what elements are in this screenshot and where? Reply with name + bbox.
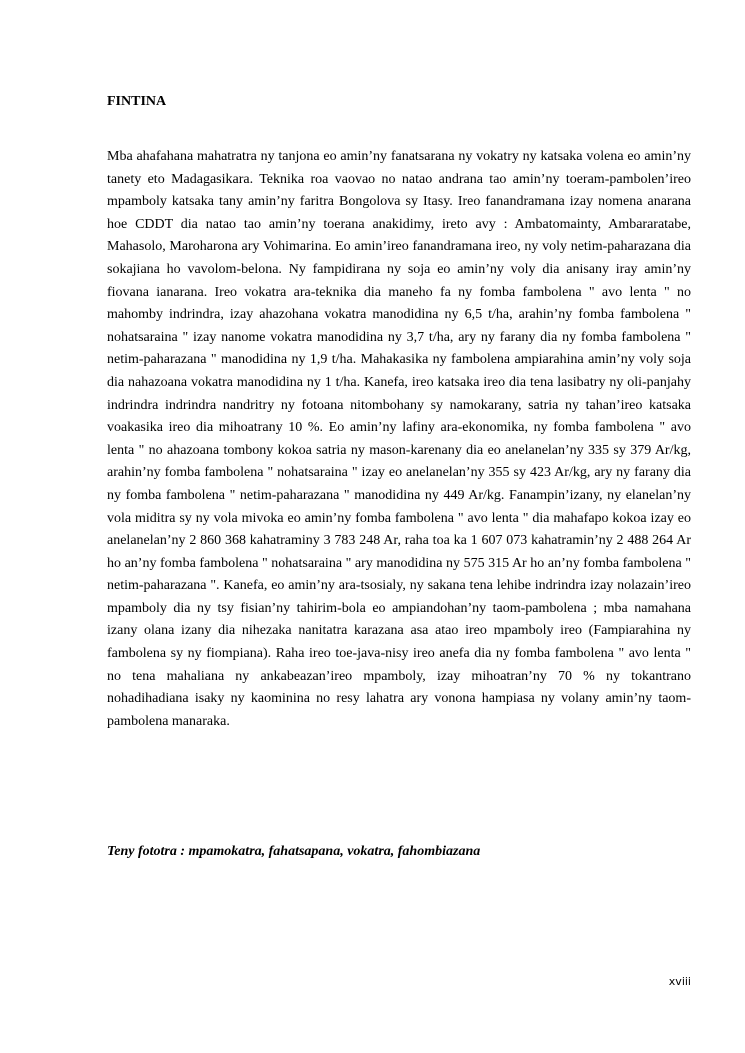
page-number: xviii xyxy=(668,975,691,988)
keywords-line: Teny fototra : mpamokatra, fahatsapana, vokatra, fahombiazana xyxy=(107,844,481,859)
section-heading: FINTINA xyxy=(107,94,167,109)
abstract-paragraph: Mba ahafahana mahatratra ny tanjona eo amin’ny fanatsarana ny vokatry ny katsaka volena eo amin’ny tanety eto Madagasikara. Teknika roa vaovao no natao andrana tao amin’ny toeram-pambolen’ireo mpamboly katsaka tany amin’ny faritra Bongolova sy Itasy. Ireo fanandramana izay nomena anarana hoe CDDT dia natao tao amin’ny toerana anakidimy, ireto avy : Ambatomainty, Ambararatabe, Mahasolo, Maroharona ary Vohimarina. Eo amin’ireo fanandramana ireo, ny voly netim-paharazana dia sokajiana ho vavolom-belona. Ny fampidirana ny soja eo amin’ny voly dia anisany iray amin’ny fiovana ianarana. Ireo vokatra ara-teknika dia maneho fa ny fomba fambolena " avo lenta " no mahomby indrindra, izay ahazohana vokatra manodidina ny 6,5 t/ha, arahin’ny fomba fambolena " nohatsaraina " izay nanome vokatra manodidina ny 3,7 t/ha, ary ny farany dia ny fomba fambolena " netim-paharazana " manodidina ny 1,9 t/ha. Mahakasika ny fambolena ampiarahina amin’ny voly soja dia nahazoana vokatra manodidina ny 1 t/ha. Kanefa, ireo katsaka ireo dia tena lasibatry ny oli-panjahy indrindra indrindra nandritry ny fotoana nitombohany sy namokarany, satria ny tahan’ireo katsaka voakasika ireo dia mihoatrany 10 %. Eo amin’ny lafiny ara-ekonomika, ny fomba fambolena " avo lenta " no ahazoana tombony kokoa satria ny mason-karenany dia eo anelanelan’ny 335 sy 379 Ar/kg, arahin’ny fomba fambolena " nohatsaraina " izay eo anelanelan’ny 355 sy 423 Ar/kg, ary ny farany dia ny fomba fambolena " netim-paharazana " manodidina ny 449 Ar/kg. Fanampin’izany, ny elanelan’ny vola miditra sy ny vola mivoka eo amin’ny fomba fambolena " avo lenta " dia mahafapo kokoa izay eo anelanelan’ny 2 860 368 kahatraminy 3 783 248 Ar, raha toa ka 1 607 073 kahatramin’ny 2 488 264 Ar ho an’ny fomba fambolena " nohatsaraina " ary manodidina ny 575 315 Ar ho an’ny fomba fambolena " netim-paharazana ". Kanefa, eo amin’ny ara-tsosialy, ny sakana tena lehibe indrindra izay nolazain’ireo mpamboly dia ny tsy fisian’ny tahirim-bola eo ampiandohan’ny taom-pambolena ; mba namahana izany olana izany dia nihezaka nanitatra karazana asa atao ireo mpamboly ireo (Fampiarahina ny fambolena sy ny fiompiana). Raha ireo toe-java-nisy ireo anefa dia ny fomba fambolena " avo lenta " no tena mahaliana ny ankabeazan’ireo mpamboly, izay mihoatran’ny 70 % ny tokantrano nohadihadiana isaky ny kaominina no resy lahatra ary vonona hampiasa ny volany amin’ny taom-pambolena manaraka. xyxy=(107,149,691,729)
